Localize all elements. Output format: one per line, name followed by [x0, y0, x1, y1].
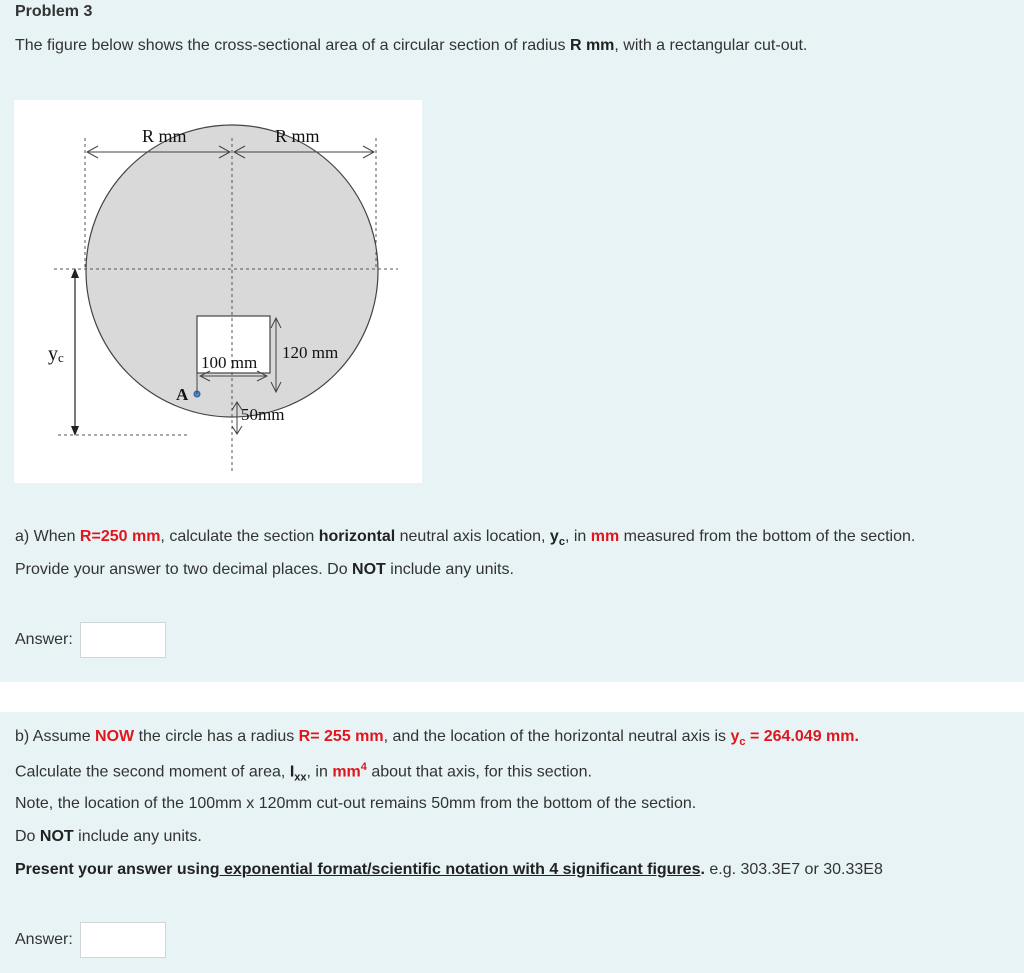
label-r-left: R mm	[142, 126, 187, 146]
cross-section-figure	[14, 100, 422, 483]
part-b-line2: Calculate the second moment of area, $I_{xx}$, in $mm^4$ about that axis, for this section.	[15, 761, 592, 784]
label-point-a: A	[176, 385, 189, 404]
part-b-question: b) Assume NOW the circle has a radius R= 255 mm, and the location of the horizontal neutral axis is $y_c = 264.049$ mm.	[15, 728, 859, 749]
label-yc: yc	[48, 343, 64, 365]
problem-title: Problem 3	[15, 3, 93, 20]
part-a-question: a) When R=250 mm, calculate the section horizontal neutral axis location, $y_c$, in mm measured from the bottom of the section.	[15, 528, 916, 549]
part-a-instructions: Provide your answer to two decimal places. Do NOT include any units.	[15, 561, 514, 578]
label-r-right: R mm	[275, 126, 320, 146]
question-panel-b	[0, 712, 1024, 973]
problem-intro: The figure below shows the cross-sectional area of a circular section of radius R mm, with a rectangular cut-out.	[15, 37, 808, 54]
answer-a-label: Answer:	[15, 631, 73, 648]
answer-a-input[interactable]	[80, 622, 166, 658]
label-height: 120 mm	[282, 343, 339, 362]
part-b-line4: Do NOT include any units.	[15, 828, 202, 845]
part-b-line5: Present your answer using exponential format/scientific notation with 4 significant figures. e.g. 303.3E7 or 30.33E8	[15, 861, 883, 878]
label-offset: 50mm	[241, 405, 285, 424]
cross-section-diagram	[14, 100, 422, 483]
answer-b-label: Answer:	[15, 931, 73, 948]
part-b-line3: Note, the location of the 100mm x 120mm cut-out remains 50mm from the bottom of the section.	[15, 795, 697, 812]
label-width: 100 mm	[201, 353, 258, 372]
answer-b-input[interactable]	[80, 922, 166, 958]
